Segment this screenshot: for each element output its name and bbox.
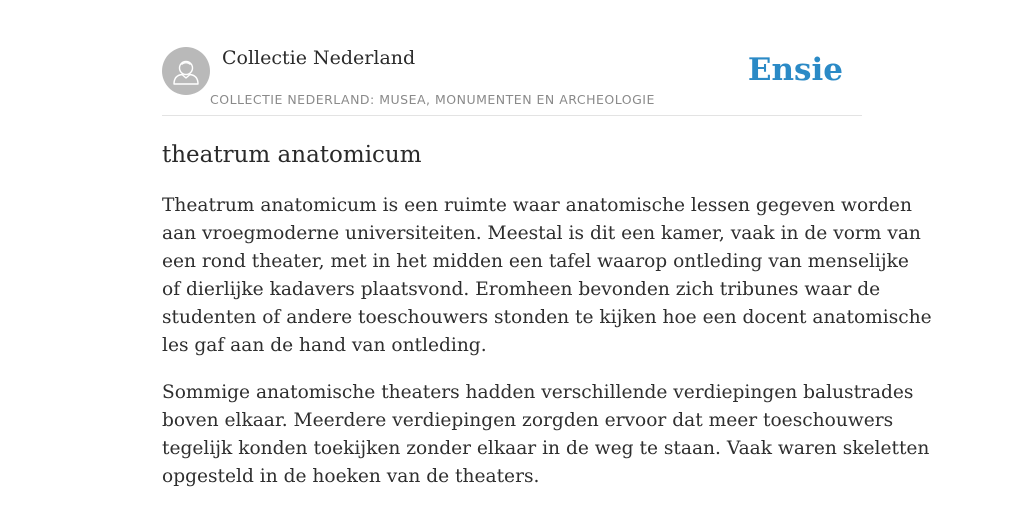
paragraph-line: een rond theater, met in het midden een tafel waarop ontleding van menselijke: [162, 251, 909, 272]
page-title: theatrum anatomicum: [162, 142, 422, 168]
paragraph-line: opgesteld in de hoeken van de theaters.: [162, 466, 540, 487]
paragraph-line: tegelijk konden toekijken zonder elkaar in de weg te staan. Vaak waren skeletten: [162, 438, 930, 459]
paragraph-line: Theatrum anatomicum is een ruimte waar anatomische lessen gegeven worden: [162, 195, 912, 216]
paragraph-line: Sommige anatomische theaters hadden verschillende verdiepingen balustrades: [162, 382, 914, 403]
author-name[interactable]: Collectie Nederland: [222, 47, 416, 69]
paragraph-line: boven elkaar. Meerdere verdiepingen zorgden ervoor dat meer toeschouwers: [162, 410, 894, 431]
header: [162, 46, 862, 116]
article-body: [162, 192, 932, 510]
paragraph-line: studenten of andere toeschouwers stonden te kijken hoe een docent anatomische: [162, 307, 932, 328]
paragraph-line: les gaf aan de hand van ontleding.: [162, 335, 487, 356]
paragraph: [162, 379, 930, 491]
source-subtitle[interactable]: COLLECTIE NEDERLAND: MUSEA, MONUMENTEN EN ARCHEOLOGIE: [210, 92, 655, 107]
avatar[interactable]: [162, 47, 210, 95]
paragraph-line: of dierlijke kadavers plaatsvond. Eromheen bevonden zich tribunes waar de: [162, 279, 881, 300]
brand-logo[interactable]: Ensie: [747, 52, 843, 88]
paragraph-line: aan vroegmoderne universiteiten. Meestal is dit een kamer, vaak in de vorm van: [162, 223, 921, 244]
paragraph: [162, 192, 932, 360]
user-icon: [162, 47, 210, 95]
